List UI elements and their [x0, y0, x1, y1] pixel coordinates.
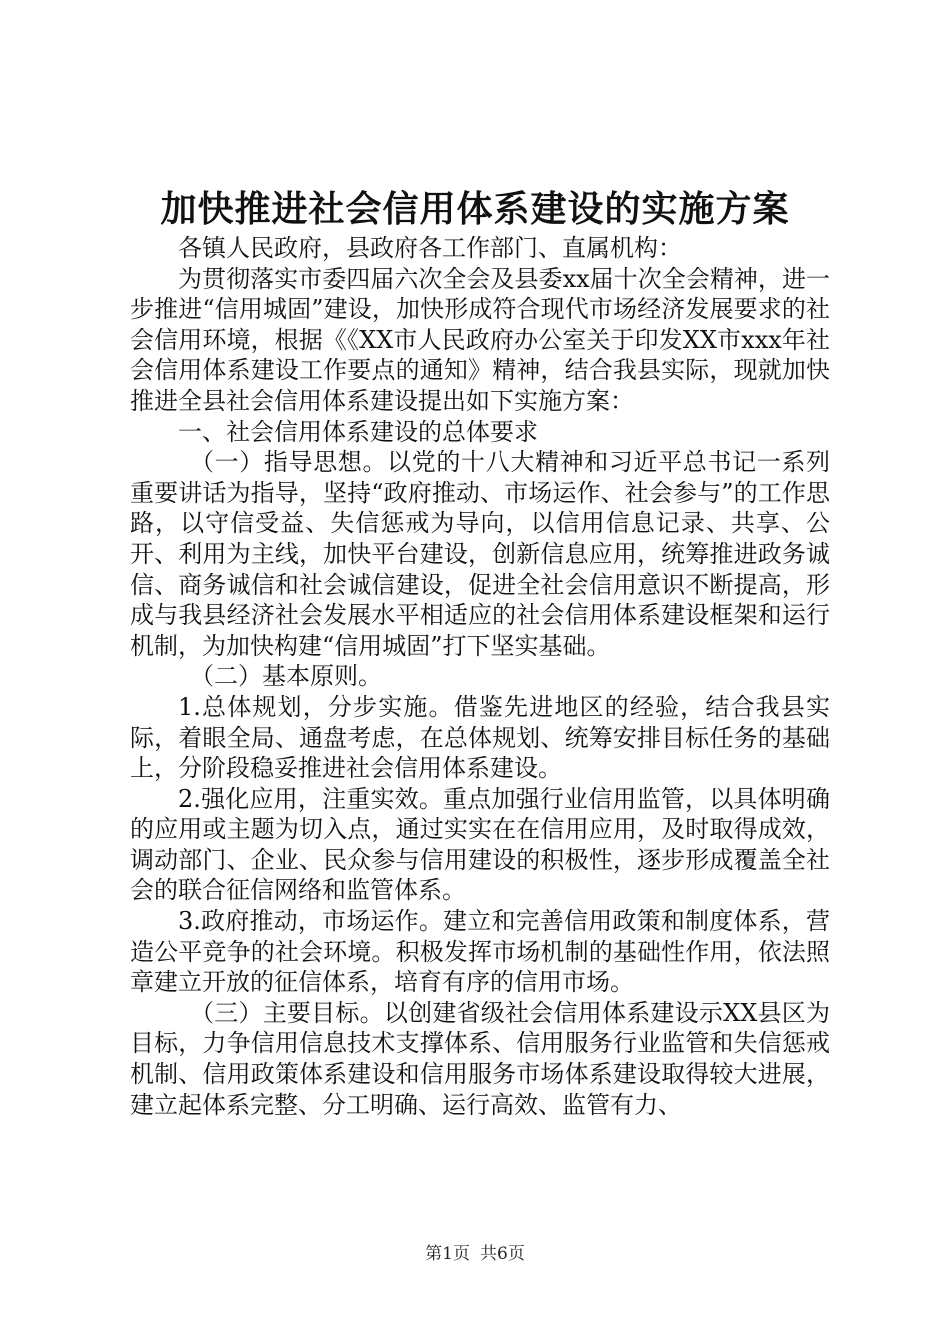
paragraph-basic-principles: （二）基本原则。 — [190, 662, 382, 691]
paragraph-principle-2: 2.强化应用，注重实效。重点加强行业信用监管，以具体明确的应用或主题为切入点，通过实实在在信用应用，及时取得成效，调动部门、企业、民众参与信用建设的积极性，逐步形成覆盖全社会的联合征信网络和监管体系。 — [130, 784, 830, 905]
document-body — [130, 233, 830, 1120]
paragraph-principle-1: 1.总体规划，分步实施。借鉴先进地区的经验，结合我县实际，着眼全局、通盘考虑，在总体规划、统筹安排目标任务的基础上，分阶段稳妥推进社会信用体系建设。 — [130, 692, 830, 783]
paragraph-main-goals: （三）主要目标。以创建省级社会信用体系建设示XX县区为目标，力争信用信息技术支撑体系、信用服务行业监管和失信惩戒机制、信用政策体系建设和信用服务市场体系建设取得较大进展，建立起体系完整、分工明确、运行高效、监管有力、 — [130, 998, 830, 1119]
paragraph-principle-3: 3.政府推动，市场运作。建立和完善信用政策和制度体系，营造公平竞争的社会环境。积极发挥市场机制的基础性作用，依法照章建立开放的征信体系，培育有序的信用市场。 — [130, 907, 830, 997]
document-title: 加快推进社会信用体系建设的实施方案 — [160, 188, 790, 230]
page-number: 第1页 — [425, 1244, 470, 1264]
intro-paragraph: 为贯彻落实市委四届六次全会及县委xx届十次全会精神，进一步推进“信用城固”建设，加快形成符合现代市场经济发展要求的社会信用环境，根据《《XX市人民政府办公室关于印发XX市xxx年社会信用体系建设工作要点的通知》精神，结合我县实际，现就加快推进全县社会信用体系建设提出如下实施方案： — [130, 264, 830, 415]
page-total: 共6页 — [480, 1244, 525, 1264]
page-footer — [0, 1243, 950, 1265]
salutation: 各镇人民政府，县政府各工作部门、直属机构： — [178, 234, 682, 262]
section-heading-1: 一、社会信用体系建设的总体要求 — [178, 417, 538, 446]
paragraph-guiding-ideology: （一）指导思想。以党的十八大精神和习近平总书记一系列重要讲话为指导，坚持“政府推动、市场运作、社会参与”的工作思路，以守信受益、失信惩戒为导向，以信用信息记录、共享、公开、利用为主线，加快平台建设，创新信息应用，统筹推进政务诚信、商务诚信和社会诚信建设，促进全社会信用意识不断提高，形成与我县经济社会发展水平相适应的社会信用体系建设框架和运行机制，为加快构建“信用城固”打下坚实基础。 — [130, 448, 830, 660]
